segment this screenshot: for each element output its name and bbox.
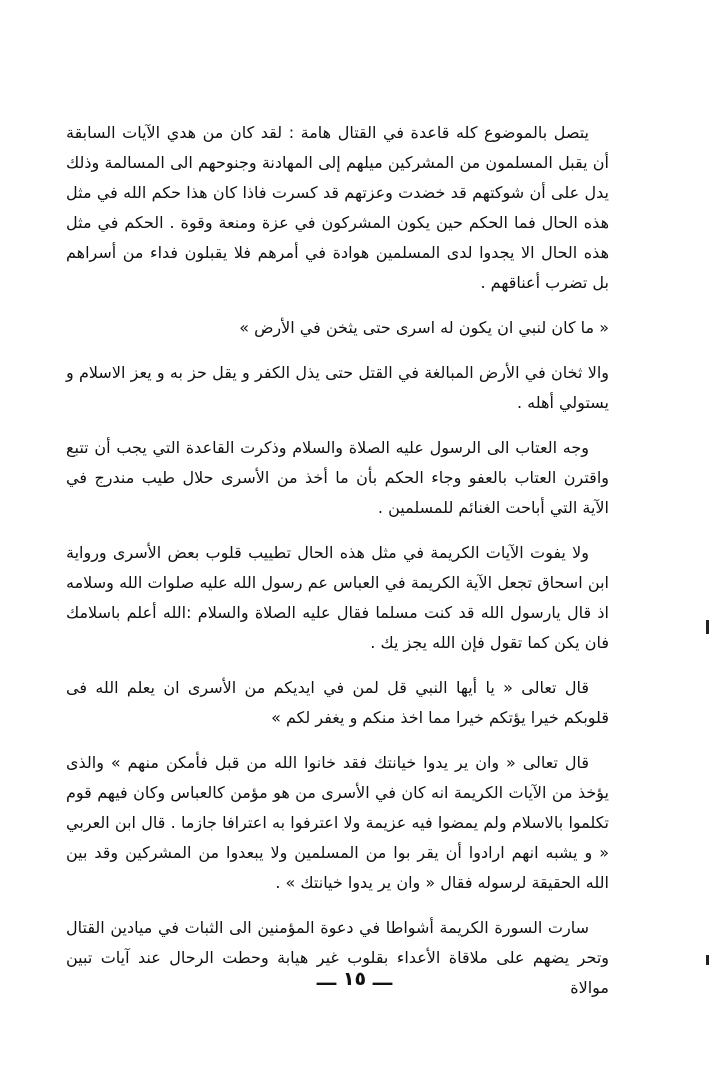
paragraph-verse-prophet: قال تعالى « يا أيها النبي قل لمن في ايديكم من الأسرى ان يعلم الله فى قلوبكم خيرا يؤتكم خيرا مما اخذ منكم و يغفر لكم »: [66, 678, 609, 727]
paragraph-surah: سارت السورة الكريمة أشواطا في دعوة المؤمنين الى الثبات في ميادين القتال وتحر يضهم على ملاقاة الأعداء بقلوب غير هيابة وحطت الرحال عند آيات تبين موالاة: [66, 918, 609, 997]
paragraph-reproach: وجه العتاب الى الرسول عليه الصلاة والسلام وذكرت القاعدة التي يجب أن تتبع واقترن العتاب بالعفو وجاء الحكم بأن ما أخذ من الأسرى حلال طيب مندرج في الآية التي أباحت الغنائم للمسلمين .: [66, 438, 609, 517]
quran-verse-quote: « ما كان لنبي ان يكون له اسرى حتى يثخن في الأرض »: [239, 318, 609, 337]
paragraph-verse-betrayal: قال تعالى « وان ير يدوا خيانتك فقد خانوا الله من قبل فأمكن منهم » والذى يؤخذ من الآيات الكريمة انه كان في الأسرى من هو مؤمن كالعباس وكان فيهم قوم تكلموا بالاسلام ولم يمضوا فيه عزيمة ولا اعترفوا به اعترافا جازما . قال ابن العربي « و يشبه انهم ارادوا أن يقر بوا من المسلمين ولا يبعدوا من المشركين وقد بين الله الحقيقة لرسوله فقال « وان ير يدوا خيانتك » .: [66, 753, 609, 892]
page-number: ـــ ١٥ ـــ: [316, 968, 393, 990]
paragraph-ithkhan: والا ثخان في الأرض المبالغة في القتل حتى يذل الكفر و يقل حز به و يعز الاسلام و يستولي أهله .: [66, 363, 609, 412]
paragraph-captives: ولا يفوت الآيات الكريمة في مثل هذه الحال تطييب قلوب بعض الأسرى ورواية ابن اسحاق تجعل الآية الكريمة في العباس عم رسول الله عليه صلوات الله وسلامه اذ قال يارسول الله قد كنت مسلما فقال عليه الصلاة والسلام :الله أعلم باسلامك فان يكن كما تقول فإن الله يجز يك .: [66, 543, 609, 652]
paragraph-intro: يتصل بالموضوع كله قاعدة في القتال هامة : لقد كان من هدي الآيات السابقة أن يقبل المسلمون من المشركين ميلهم إلى المهادنة وجنوحهم الى المسالمة وذلك يدل على أن شوكتهم قد خضدت وعزتهم قد كسرت فاذا كان هذا حكم الله في مثل هذه الحال فما الحكم حين يكون المشركون في عزة ومنعة وقوة . الحكم في مثل هذه الحال الا يجدوا لدى المسلمين هوادة في أمرهم فلا يقبلون فداء من أسراهم بل تضرب أعناقهم .: [66, 123, 609, 292]
body-text: [66, 118, 609, 1018]
